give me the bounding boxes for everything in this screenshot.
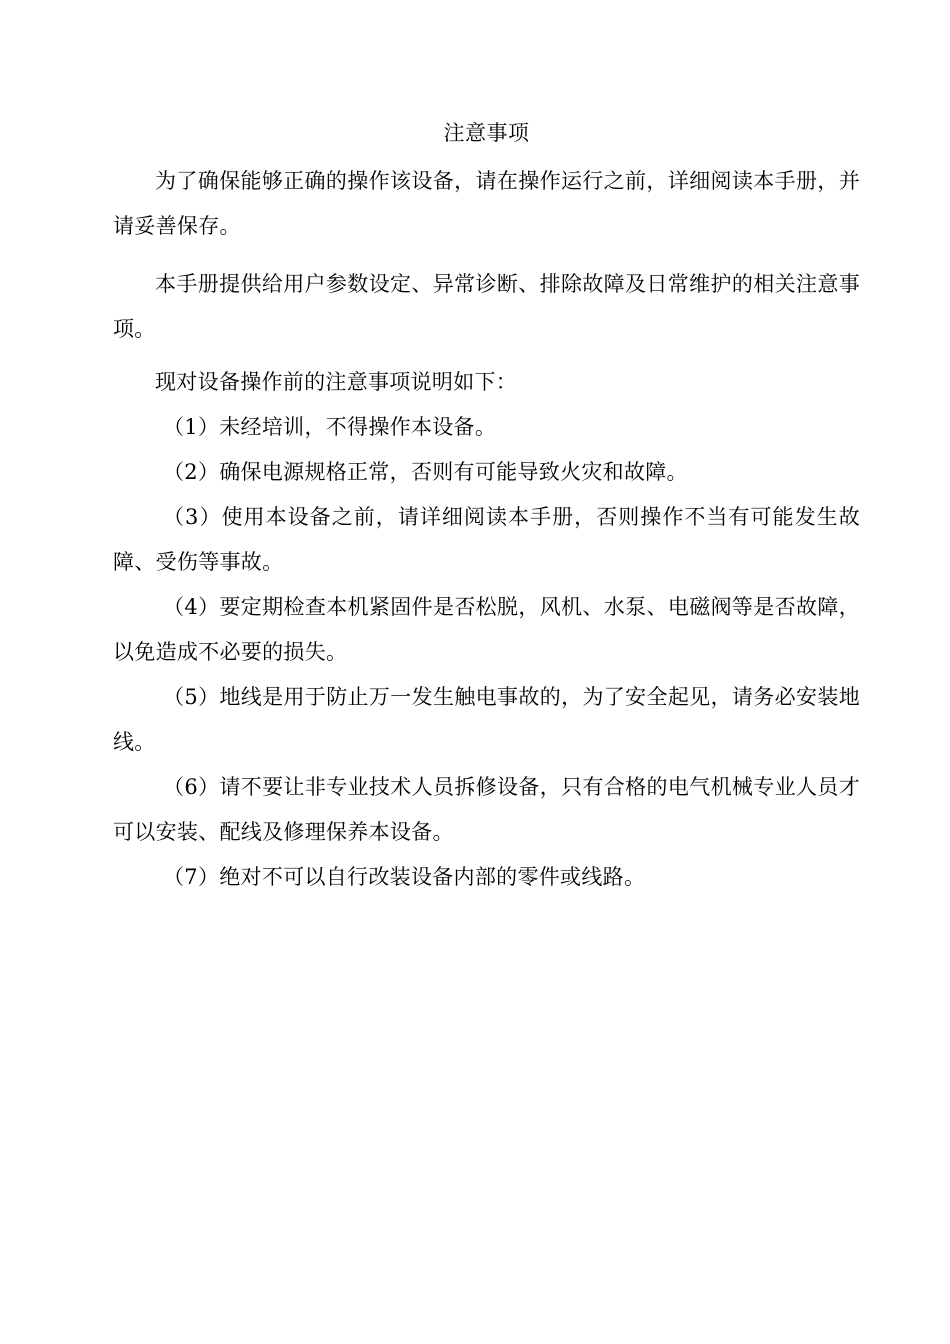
intro-paragraph-1: 为了确保能够正确的操作该设备，请在操作运行之前，详细阅读本手册，并请妥善保存。 bbox=[113, 169, 860, 238]
notice-item-1: （1）未经培训，不得操作本设备。 bbox=[163, 415, 497, 439]
document-body bbox=[113, 117, 860, 900]
page-title: 注意事项 bbox=[443, 121, 530, 145]
notice-item-6: （6）请不要让非专业技术人员拆修设备，只有合格的电气机械专业人员才可以安装、配线及修理保养本设备。 bbox=[113, 775, 860, 844]
intro-paragraph-3: 现对设备操作前的注意事项说明如下： bbox=[155, 370, 518, 394]
intro-paragraph-2: 本手册提供给用户参数设定、异常诊断、排除故障及日常维护的相关注意事项。 bbox=[113, 272, 860, 341]
notice-item-7: （7）绝对不可以自行改装设备内部的零件或线路。 bbox=[163, 865, 646, 889]
notice-item-4: （4）要定期检查本机紧固件是否松脱，风机、水泵、电磁阀等是否故障，以免造成不必要的损失。 bbox=[113, 595, 860, 664]
notice-item-2: （2）确保电源规格正常，否则有可能导致火灾和故障。 bbox=[163, 460, 688, 484]
notice-item-5: （5）地线是用于防止万一发生触电事故的，为了安全起见，请务必安装地线。 bbox=[113, 685, 860, 754]
notice-item-3: （3）使用本设备之前，请详细阅读本手册，否则操作不当有可能发生故障、受伤等事故。 bbox=[113, 505, 860, 574]
